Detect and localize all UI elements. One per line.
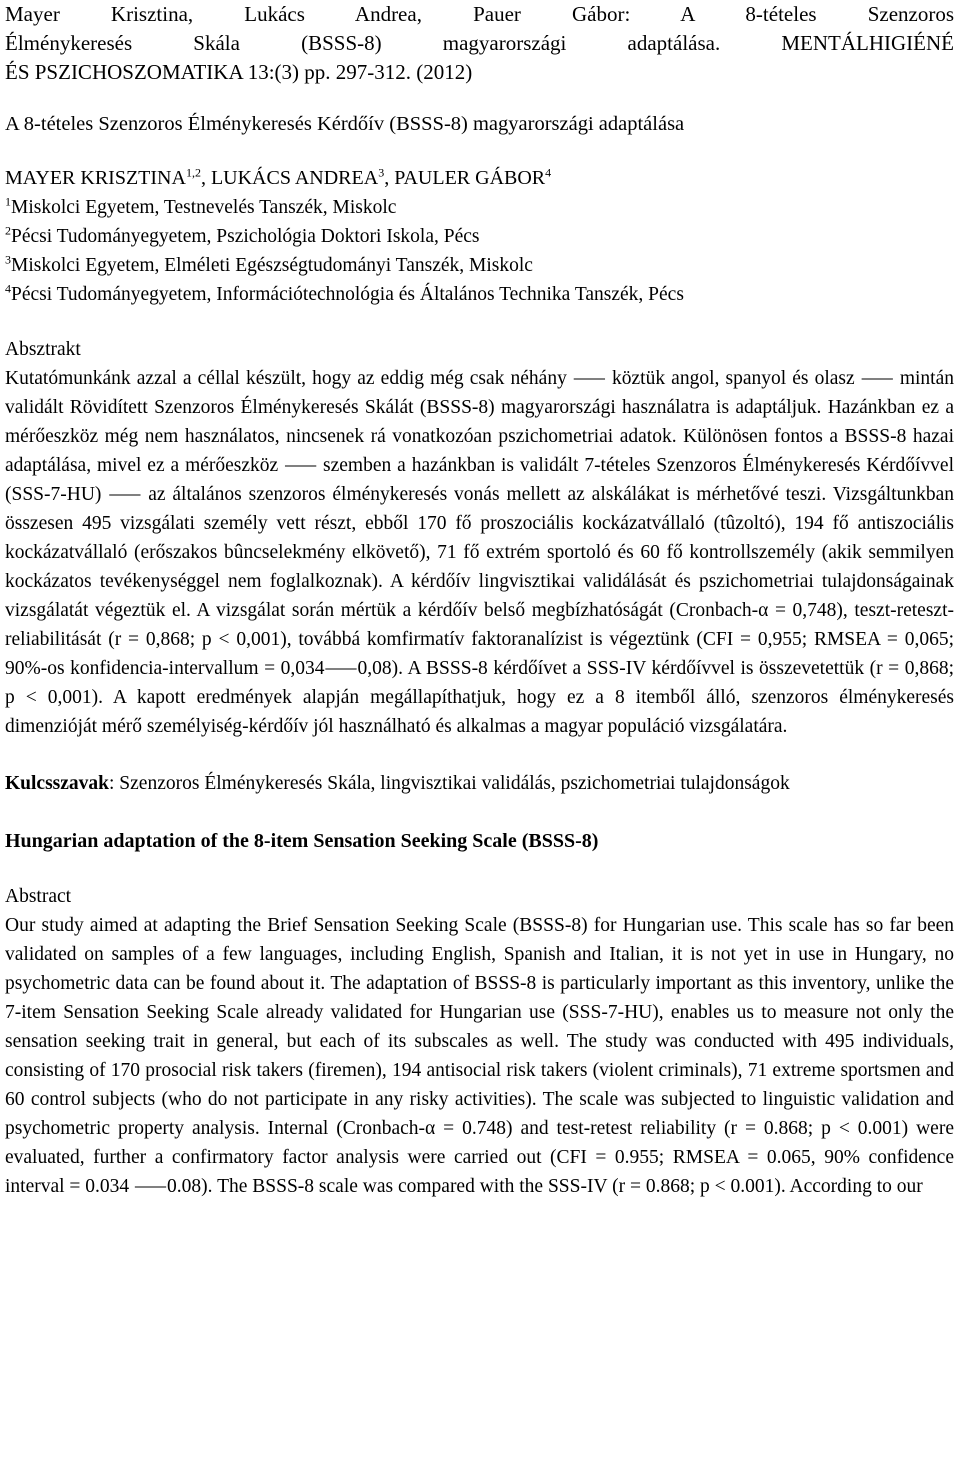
title-hungarian: A 8-tételes Szenzoros Élménykeresés Kérdőív (BSSS-8) magyarországi adaptálása	[5, 113, 685, 135]
author-1: MAYER KRISZTINA	[5, 167, 186, 189]
citation-line-2: Élménykeresés Skála (BSSS-8) magyarországi adaptálása. MENTÁLHIGIÉNÉ	[5, 31, 954, 55]
affiliation-number: 2	[5, 223, 11, 238]
keywords-label: Kulcsszavak	[5, 773, 110, 794]
author-1-affiliation: 1,2	[185, 165, 201, 180]
abstract-hungarian-body: Kutatómunkánk azzal a céllal készült, hogy az eddig még csak néhány ⸺ köztük angol, spanyol és olasz ⸺ mintán validált Rövidített Szenzoros Élménykeresés Skálát (BSSS-8) magyarországi használatra is adaptáljuk. Hazánkban ez a mérőeszköz még nem használatos, nincsenek rá vonatkozóan pszichometriai adatok. Különösen fontos a BSSS-8 hazai adaptálása, mivel ez a mérőeszköz ⸺ szemben a hazánkban is validált 7-tételes Szenzoros Élménykeresés Kérdőívvel (SSS-7-HU) ⸺ az általános szenzoros élménykeresés vonás mellett az alskálákat is mérhetővé teszi. Vizsgáltunkban összesen 495 vizsgálati személy vett részt, ebből 170 fő proszociális kockázatvállaló (tûzoltó), 194 fő antiszociális kockázatvállaló (erőszakos bûncselekmény elkövető), 71 fő extrém sportoló és 60 fő kontrollszemély (akik semmilyen kockázatos tevékenységgel nem foglalkoznak). A kérdőív lingvisztikai validálását és pszichometriai tulajdonságainak vizsgálatát végeztük el. A vizsgálat során mértük a kérdőív belső megbízhatóságát (Cronbach-α = 0,748), teszt-reteszt-reliabilitását (r = 0,868; p < 0,001), továbbá komfirmatív faktoranalízist is végeztünk (CFI = 0,955; RMSEA = 0,065; 90%-os konfidencia-intervallum = 0,034⸺0,08). A BSSS-8 kérdőívet a SSS-IV kérdőívvel is összevetettük (r = 0,868; p < 0,001). A kapott eredmények alapján megállapíthatjuk, hogy ez a 8 itemből álló, szenzoros élménykeresés dimenzióját mérő személyiség-kérdőív jól használható és alkalmas a magyar populáció vizsgálatára.	[5, 368, 954, 737]
affiliation-text: Pécsi Tudományegyetem, Pszichológia Doktori Iskola, Pécs	[11, 226, 480, 247]
keywords-text: : Szenzoros Élménykeresés Skála, lingvisztikai validálás, pszichometriai tulajdonságok	[109, 773, 790, 794]
affiliation-item	[5, 222, 954, 251]
author-2-affiliation: 3	[378, 165, 385, 180]
affiliation-number: 1	[5, 194, 11, 209]
affiliation-text: Pécsi Tudományegyetem, Információtechnológia és Általános Technika Tanszék, Pécs	[11, 284, 684, 305]
author-3: , PAULER GÁBOR	[384, 167, 546, 189]
affiliation-list	[5, 193, 954, 309]
title-english: Hungarian adaptation of the 8-item Sensation Seeking Scale (BSSS-8)	[5, 830, 599, 852]
keywords-hungarian	[5, 769, 954, 798]
abstract-hungarian-heading: Absztrakt	[5, 339, 81, 360]
affiliation-item	[5, 193, 954, 222]
affiliation-text: Miskolci Egyetem, Testnevelés Tanszék, Miskolc	[11, 197, 397, 218]
affiliation-item	[5, 251, 954, 280]
abstract-english-heading: Abstract	[5, 886, 72, 907]
affiliation-number: 3	[5, 252, 11, 267]
affiliation-text: Miskolci Egyetem, Elméleti Egészségtudományi Tanszék, Miskolc	[11, 255, 533, 276]
citation	[5, 0, 954, 87]
affiliation-number: 4	[5, 281, 11, 296]
author-line	[5, 164, 954, 193]
citation-line-3: ÉS PSZICHOSZOMATIKA 13:(3) pp. 297-312. (2012)	[5, 60, 473, 84]
abstract-english-body: Our study aimed at adapting the Brief Sensation Seeking Scale (BSSS-8) for Hungarian use. This scale has so far been validated on samples of a few languages, including English, Spanish and Italian, it is not yet in use in Hungary, no psychometric data can be found about it. The adaptation of BSSS-8 is particularly important as this inventory, unlike the 7-item Sensation Seeking Scale already validated for Hungarian use (SSS-7-HU), enables us to measure not only the sensation seeking trait in general, but each of its subscales as well. The study was conducted with 495 individuals, consisting of 170 prosocial risk takers (firemen), 194 antisocial risk takers (violent criminals), 71 extreme sportsmen and 60 control subjects (who do not participate in any risky activities). The scale was subjected to linguistic validation and psychometric property analysis. Internal (Cronbach-α = 0.748) and test-retest reliability (r = 0.868; p < 0.001) were evaluated, further a confirmatory factor analysis were carried out (CFI = 0.955; RMSEA = 0.065, 90% confidence interval = 0.034 ⸺0.08). The BSSS-8 scale was compared with the SSS-IV (r = 0.868; p < 0.001). According to our	[5, 915, 954, 1197]
citation-line-1: Mayer Krisztina, Lukács Andrea, Pauer Gábor: A 8-tételes Szenzoros	[5, 2, 954, 26]
author-2: , LUKÁCS ANDREA	[200, 167, 379, 189]
affiliation-item	[5, 280, 954, 309]
author-3-affiliation: 4	[545, 165, 552, 180]
